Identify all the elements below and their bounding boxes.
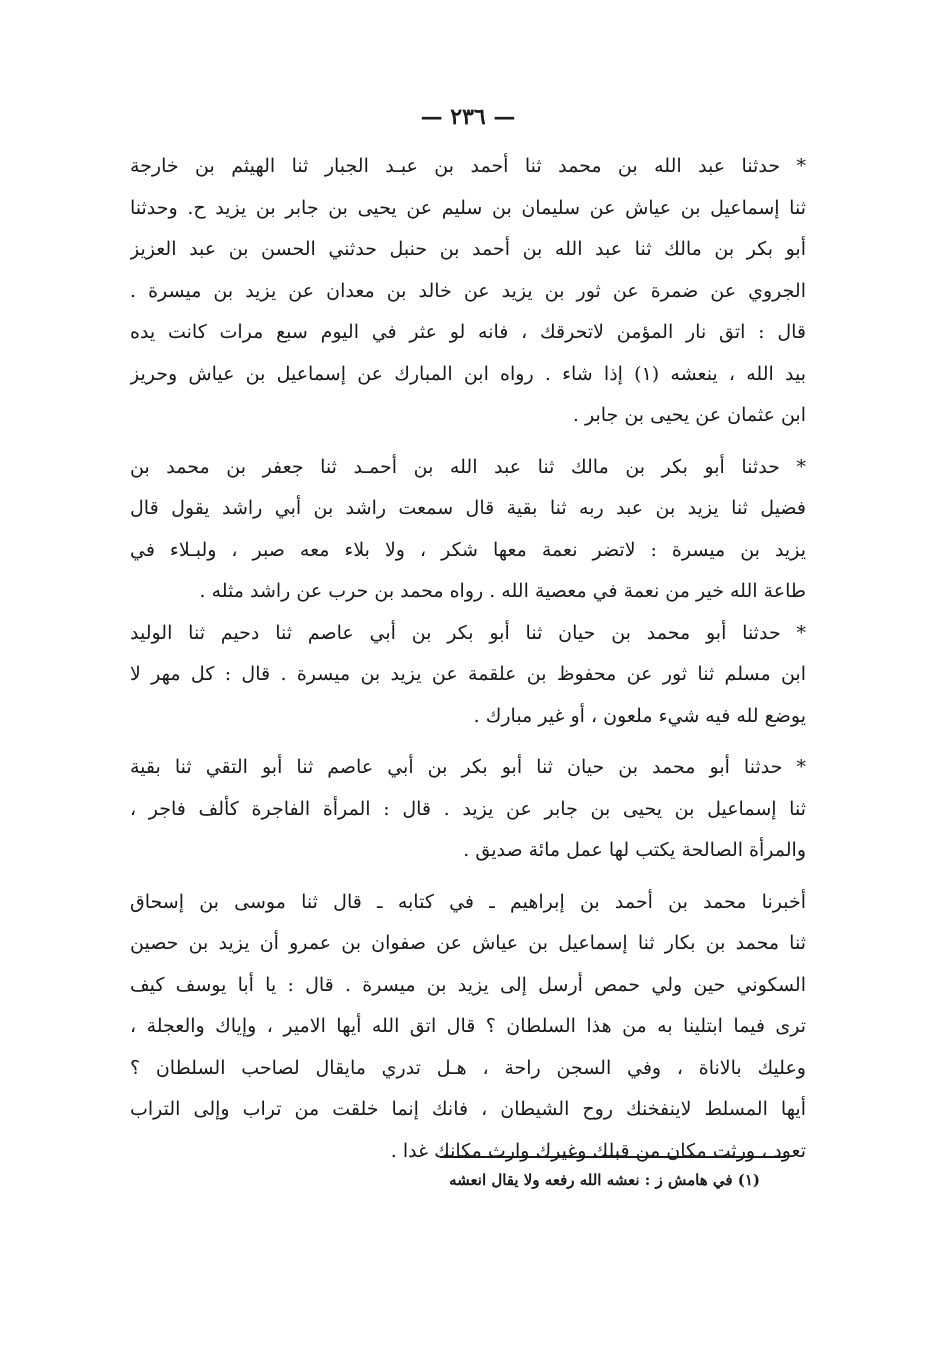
text-line: يزيد بن ميسرة : لاتضر نعمة معها شكر ، ولا بلاء معه صبر ، ولبـلاء في	[130, 538, 806, 561]
text-line: ابن مسلم ثنا ثور عن محفوظ بن علقمة عن يزيد بن ميسرة . قال : كل مهر لا	[130, 663, 806, 685]
footnote: (١) في هامش ز : نعشه الله رفعه ولا يقال انعشه	[449, 1171, 760, 1189]
text-line: طاعة الله خير من نعمة في معصية الله . رواه محمد بن حرب عن راشد مثله .	[199, 580, 806, 602]
text-line: ثنا إسماعيل بن عياش عن سليمان بن سليم عن يحيى بن جابر بن يزيد ح. وحدثنا	[130, 196, 806, 219]
footnote-divider	[440, 1156, 786, 1158]
text-line: ابن عثمان عن يحيى بن جابر .	[572, 404, 806, 426]
text-line: أخبرنا محمد بن أحمد بن إبراهيم ـ في كتابه ـ قال ثنا موسى بن إسحاق	[130, 890, 806, 913]
paragraph	[130, 447, 806, 613]
paragraph	[130, 882, 806, 1173]
paragraph	[130, 747, 806, 872]
text-line: * حدثنا أبو بكر بن مالك ثنا عبد الله بن أحمـد ثنا جعفر بن محمد بن	[130, 455, 806, 478]
text-line: تعود ، ورثت مكان من قبلك وغيرك وارث مكانك غدا .	[390, 1139, 806, 1162]
text-line: يوضع لله فيه شيء ملعون ، أو غير مبارك .	[473, 704, 806, 727]
text-line: قال : اتق نار المؤمن لاتحرقك ، فانه لو عثر في اليوم سبع مرات كانت يده	[130, 321, 806, 343]
paragraph	[130, 613, 806, 738]
text-line: والمرأة الصالحة يكتب لها عمل مائة صديق .	[463, 839, 806, 861]
text-line: * حدثنا أبو محمد بن حيان ثنا أبو بكر بن أبي عاصم ثنا أبو التقي ثنا بقية	[130, 756, 806, 778]
paragraph	[130, 146, 806, 437]
text-line: ثنا محمد بن بكار ثنا إسماعيل بن عياش عن صفوان بن عمرو أن يزيد بن حصين	[130, 932, 806, 954]
text-line: أيها المسلط لاينفخنك روح الشيطان ، فانك إنما خلقت من تراب وإلى التراب	[130, 1098, 806, 1120]
main-text	[130, 146, 806, 1172]
text-line: * حدثنا عبد الله بن محمد ثنا أحمد بن عبـد الجبار ثنا الهيثم بن خارجة	[130, 155, 806, 177]
text-line: أبو بكر بن مالك ثنا عبد الله بن أحمد بن حنبل حدثني الحسن بن عبد العزيز	[130, 238, 806, 260]
text-line: السكوني حين ولي حمص أرسل إلى يزيد بن ميسرة . قال : يا أبا يوسف كيف	[130, 973, 806, 996]
text-line: بيد الله ، ينعشه (١) إذا شاء . رواه ابن المبارك عن إسماعيل بن عياش وحريز	[130, 362, 806, 385]
text-line: ثنا إسماعيل بن يحيى بن جابر عن يزيد . قال : المرأة الفاجرة كألف فاجر ،	[130, 797, 806, 820]
text-line: * حدثنا أبو محمد بن حيان ثنا أبو بكر بن أبي عاصم ثنا دحيم ثنا الوليد	[130, 621, 806, 644]
text-line: وعليك بالاناة ، وفي السجن راحة ، هـل تدري مايقال لصاحب السلطان ؟	[130, 1056, 806, 1079]
page-number: — ٢٣٦ —	[420, 104, 516, 130]
text-line: ترى فيما ابتلينا به من هذا السلطان ؟ قال اتق الله أيها الامير ، وإياك والعجلة ،	[130, 1015, 806, 1037]
text-line: فضيل ثنا يزيد بن عبد ربه ثنا بقية قال سمعت راشد بن أبي راشد يقول قال	[130, 497, 806, 519]
text-line: الجروي عن ضمرة عن ثور بن يزيد عن خالد بن معدان عن يزيد بن ميسرة .	[130, 279, 806, 302]
